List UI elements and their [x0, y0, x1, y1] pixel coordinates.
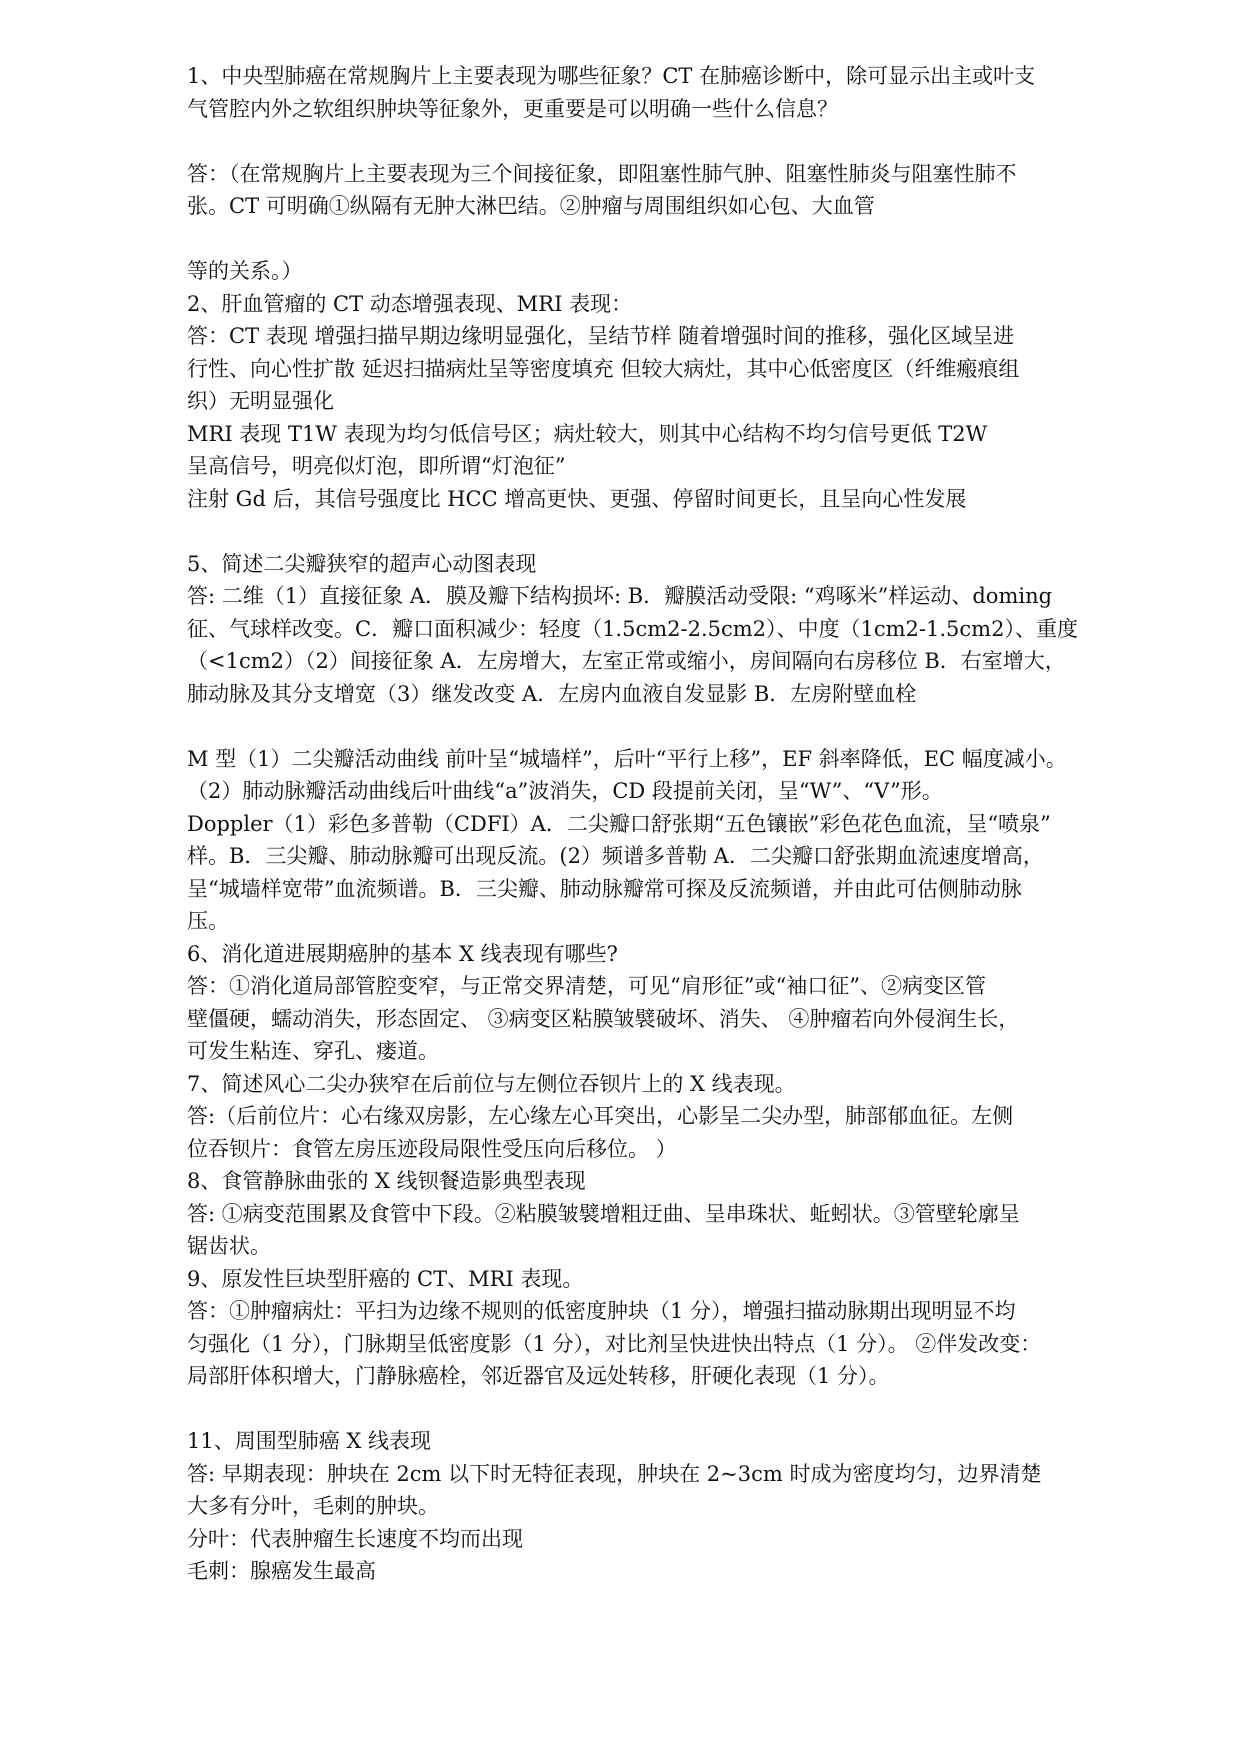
line-a5-h: 样。B．三尖瓣、肺动脉瓣可出现反流。(2）频谱多普勒 A．二尖瓣口舒张期血流速度增高， [187, 844, 1044, 868]
line-a5-e: M 型（1）二尖瓣活动曲线 前叶呈“城墙样”，后叶“平行上移”，EF 斜率降低，EC 幅度减小。 [187, 746, 1067, 771]
line-a6-a: 答：①消化道局部管腔变窄，与正常交界清楚，可见“肩形征”或“袖口征”、②病变区管 [187, 974, 986, 998]
line-a7-a: 答:（后前位片：心右缘双房影，左心缘左心耳突出，心影呈二尖办型，肺部郁血征。左侧 [187, 1104, 1014, 1128]
blank-line [187, 710, 1067, 743]
line-a5-g: Doppler（1）彩色多普勒（CDFI）A．二尖瓣口舒张期“五色镶嵌”彩色花色血流，呈“喷泉” [187, 811, 1051, 836]
line-a5-i: 呈“城墙样宽带”血流频谱。B．三尖瓣、肺动脉瓣常可探及反流频谱，并由此可估侧肺动脉 [187, 876, 1022, 901]
line-a8-b: 锯齿状。 [187, 1234, 271, 1258]
line-a2-d: MRI 表现 T1W 表现为均匀低信号区；病灶较大，则其中心结构不均匀信号更低 T2W [187, 421, 988, 446]
line-a6-b: 壁僵硬，蠕动消失，形态固定、 ③病变区粘膜皱襞破坏、消失、 ④肿瘤若向外侵润生长， [187, 1006, 1020, 1031]
line-a7-b: 位吞钡片：食管左房压迹段局限性受压向后移位。 ） [187, 1136, 677, 1161]
line-a5-d: 肺动脉及其分支增宽（3）继发改变 A．左房内血液自发显影 B．左房附壁血栓 [187, 681, 917, 706]
line-a6-c: 可发生粘连、穿孔、瘘道。 [187, 1039, 439, 1063]
line-q8: 8、食管静脉曲张的 X 线钡餐造影典型表现 [187, 1169, 586, 1193]
line-q9: 9、原发性巨块型肝癌的 CT、MRI 表现。 [187, 1266, 584, 1291]
line-a5-b: 征、气球样改变。C．瓣口面积减少：轻度（1.5cm2-2.5cm2）、中度（1cm2-1.5cm2）、重度 [187, 616, 1078, 641]
line-a11-a: 答: 早期表现：肿块在 2cm 以下时无特征表现，肿块在 2~3cm 时成为密度均匀，边界清楚 [187, 1461, 1042, 1486]
line-a9-c: 局部肝体积增大，门静脉癌栓，邻近器官及远处转移，肝硬化表现（1 分）。 [187, 1364, 890, 1388]
blank-line [187, 1393, 1067, 1426]
line-a5-j: 压。 [187, 909, 229, 933]
line-q1-a: 1、中央型肺癌在常规胸片上主要表现为哪些征象？CT 在肺癌诊断中，除可显示出主或叶支 [187, 64, 1036, 88]
line-q5: 5、简述二尖瓣狭窄的超声心动图表现 [187, 551, 537, 576]
blank-line [187, 223, 1067, 256]
line-a9-b: 匀强化（1 分），门脉期呈低密度影（1 分），对比剂呈快进快出特点（1 分）。 ②伴发改变： [187, 1331, 1042, 1356]
blank-line [187, 515, 1067, 548]
line-a2-f: 注射 Gd 后，其信号强度比 HCC 增高更快、更强、停留时间更长，且呈向心性发展 [187, 486, 967, 511]
blank-line [187, 125, 1067, 158]
line-a1-a: 答：（在常规胸片上主要表现为三个间接征象，即阻塞性肺气肿、阻塞性肺炎与阻塞性肺不 [187, 161, 1017, 186]
line-a9-a: 答：①肿瘤病灶：平扫为边缘不规则的低密度肿块（1 分），增强扫描动脉期出现明显不均 [187, 1299, 1016, 1323]
line-a2-a: 答：CT 表现 增强扫描早期边缘明显强化，呈结节样 随着增强时间的推移，强化区域呈进 [187, 324, 1015, 348]
line-a11-d: 毛刺：腺癌发生最高 [187, 1559, 376, 1583]
line-q2: 2、肝血管瘤的 CT 动态增强表现、MRI 表现： [187, 291, 633, 316]
document-page [187, 60, 1078, 1588]
line-q11: 11、周围型肺癌 X 线表现 [187, 1429, 432, 1453]
line-q6: 6、消化道进展期癌肿的基本 X 线表现有哪些? [187, 941, 618, 966]
line-a11-b: 大多有分叶，毛刺的肿块。 [187, 1494, 439, 1518]
line-a8-a: 答: ①病变范围累及食管中下段。②粘膜皱襞增粗迂曲、呈串珠状、蚯蚓状。③管壁轮廓呈 [187, 1201, 1020, 1226]
line-a5-f: （2）肺动脉瓣活动曲线后叶曲线“a”波消失，CD 段提前关闭，呈“W”、“V”形。 [187, 779, 943, 803]
line-a1-b: 张。CT 可明确①纵隔有无肿大淋巴结。②肿瘤与周围组织如心包、大血管 [187, 194, 875, 218]
line-a2-c: 织）无明显强化 [187, 389, 334, 413]
line-a1-c: 等的关系。） [187, 259, 303, 283]
line-a5-c: （<1cm2）（2）间接征象 A．左房增大，左室正常或缩小，房间隔向右房移位 B．右室增大， [187, 649, 1066, 673]
line-a11-c: 分叶：代表肿瘤生长速度不均而出现 [187, 1526, 523, 1551]
line-a2-e: 呈高信号，明亮似灯泡，即所谓“灯泡征” [187, 454, 566, 478]
line-a5-a: 答: 二维（1）直接征象 A．膜及瓣下结构损坏: B．瓣膜活动受限: “鸡啄米”样运动、doming [187, 584, 1053, 608]
line-q7: 7、简述风心二尖办狭窄在后前位与左侧位吞钡片上的 X 线表现。 [187, 1071, 796, 1096]
line-q1-b: 气管腔内外之软组织肿块等征象外，更重要是可以明确一些什么信息？ [187, 96, 838, 121]
line-a2-b: 行性、向心性扩散 延迟扫描病灶呈等密度填充 但较大病灶，其中心低密度区（纤维瘢痕组 [187, 356, 1020, 381]
